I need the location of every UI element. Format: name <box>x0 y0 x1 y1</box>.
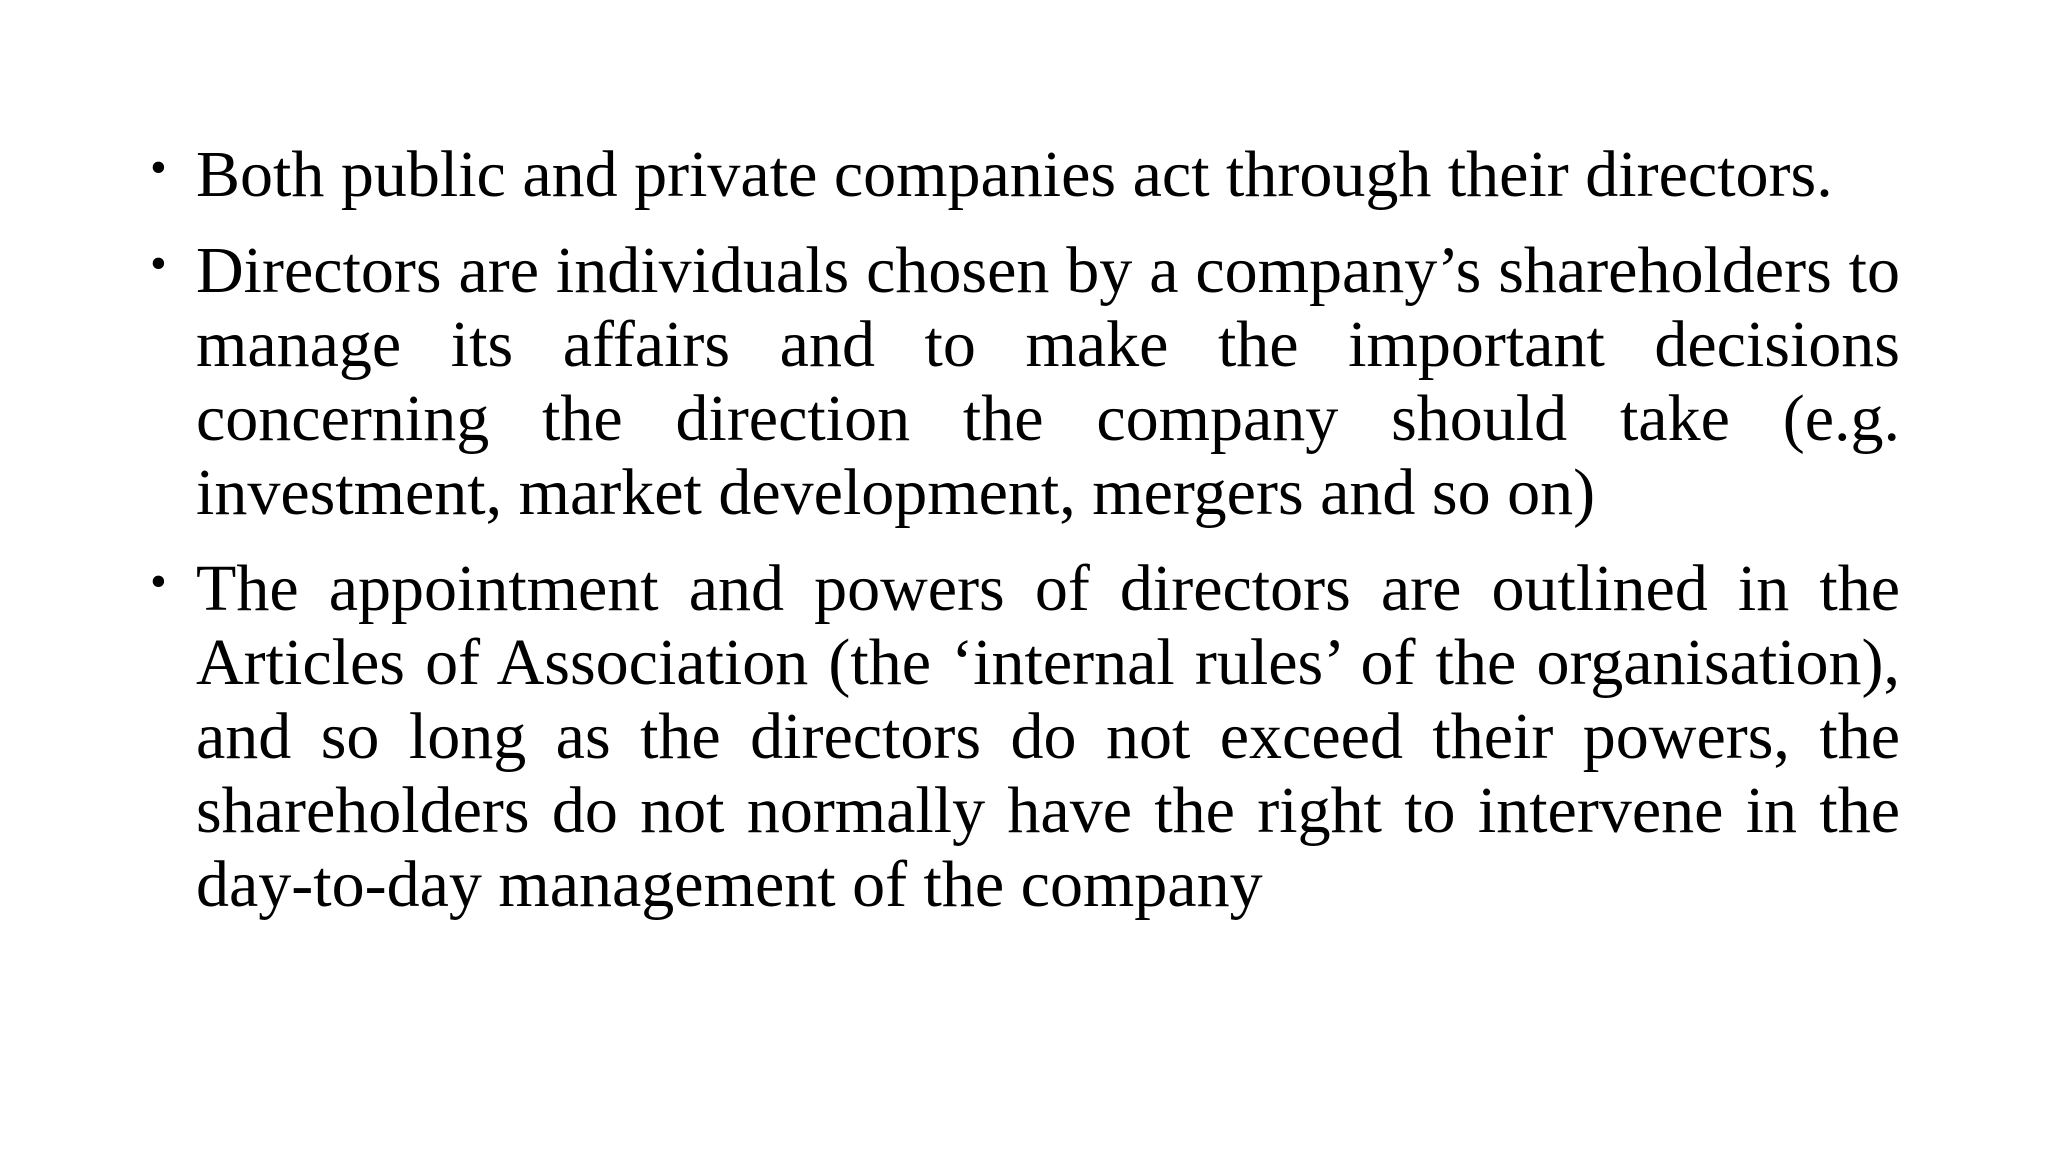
bullet-item-directors-defined <box>150 234 1900 530</box>
bullet-marker: • <box>150 237 167 290</box>
bullet-list <box>150 138 1900 944</box>
bullet-item-appointment-powers <box>150 552 1900 922</box>
bullet-marker: • <box>150 141 167 194</box>
bullet-text: Directors are individuals chosen by a company’s shareholders to manage its affairs and to make the important decisions concerning the direction the company should take (e.g. investment, market development, mergers and so on) <box>196 234 1900 529</box>
bullet-marker: • <box>150 555 167 608</box>
bullet-text: The appointment and powers of directors are outlined in the Articles of Association (the ‘internal rules’ of the organisation), and so long as the directors do not exceed their powers, the shareholders do not normally have the right to intervene in the day-to-day management of the company <box>196 552 1900 921</box>
bullet-item-directors-act <box>150 138 1900 212</box>
bullet-text: Both public and private companies act through their directors. <box>196 138 1833 211</box>
